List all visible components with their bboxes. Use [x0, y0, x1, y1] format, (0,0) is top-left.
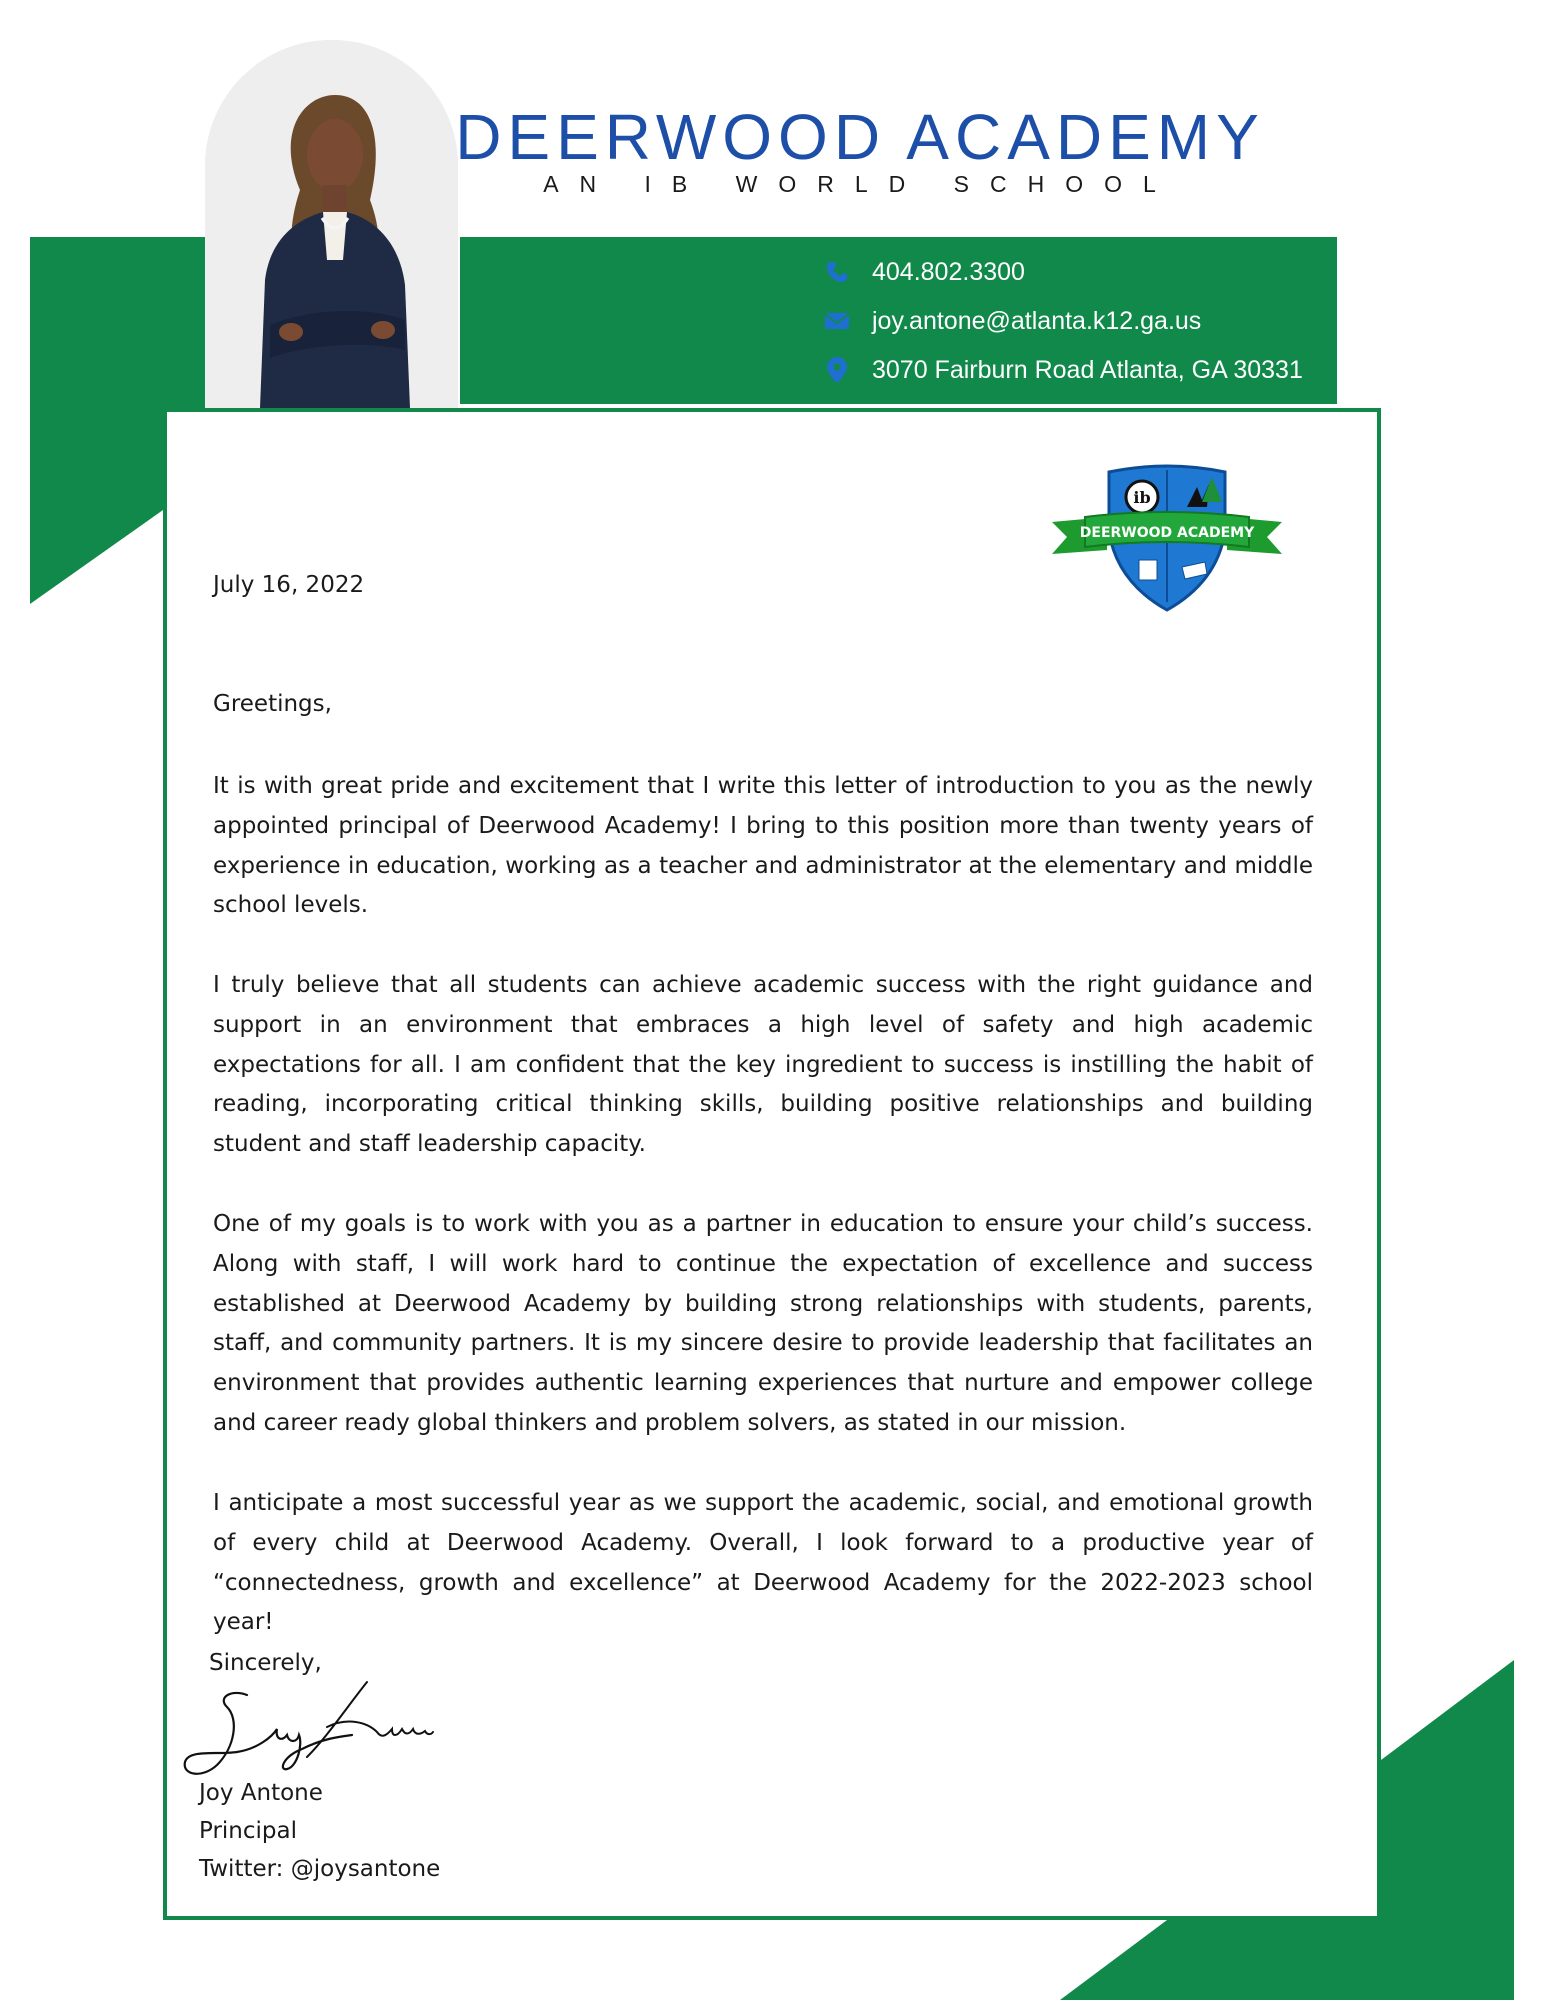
- email-address: joy.antone@atlanta.k12.ga.us: [872, 306, 1202, 335]
- signer-twitter[interactable]: Twitter: @joysantone: [199, 1856, 441, 1882]
- signer-name: Joy Antone: [199, 1780, 323, 1806]
- letter-body: [163, 408, 1381, 1920]
- principal-portrait: [205, 40, 458, 408]
- paragraph-introduction: It is with great pride and excitement that I write this letter of introduction to you as the newly appointed principal of Deerwood Academy! I bring to this position more than twenty years of experience in education, working as a teacher and administrator at the elementary and middle school levels.: [213, 773, 1313, 919]
- svg-text:Joy Antone: Joy Antone: [177, 1677, 183, 1678]
- paragraph-belief: I truly believe that all students can achieve academic success with the right guidance and support in an environment that embraces a high level of safety and high academic expectations for all. I am confident that the key ingredient to success is instilling the habit of reading, incorporating critical thinking skills, building positive relationships and building student and staff leadership capacity.: [213, 972, 1313, 1158]
- contact-email[interactable]: [822, 303, 1201, 339]
- paragraph-goals: One of my goals is to work with you as a partner in education to ensure your child’s success. Along with staff, I will work hard to continue the expectation of excellence and success established at Deerwood Academy by building strong relationships with students, parents, staff, and community partners. It is my sincere desire to provide leadership that facilitates an environment that provides authentic learning experiences that nurture and empower college and career ready global thinkers and problem solvers, as stated in our mission.: [213, 1211, 1313, 1436]
- phone-icon: [822, 257, 852, 287]
- letter-closing: Sincerely,: [209, 1650, 322, 1676]
- letter-greeting: Greetings,: [213, 691, 332, 717]
- handwritten-signature: [177, 1677, 437, 1787]
- portrait-illustration: [205, 40, 458, 408]
- school-name: DEERWOOD ACADEMY: [455, 101, 1265, 173]
- crest-banner-text: DEERWOOD ACADEMY: [1079, 525, 1255, 541]
- signer-title: Principal: [199, 1818, 298, 1844]
- school-crest-logo: [1047, 462, 1287, 612]
- street-address: 3070 Fairburn Road Atlanta, GA 30331: [872, 355, 1303, 384]
- mail-icon: [822, 306, 852, 336]
- letter-date: July 16, 2022: [213, 572, 365, 598]
- ib-badge-text: ib: [1133, 488, 1151, 507]
- phone-number: 404.802.3300: [872, 257, 1025, 286]
- contact-phone[interactable]: [822, 254, 1025, 290]
- paragraph-anticipation: I anticipate a most successful year as we support the academic, social, and emotional growth of every child at Deerwood Academy. Overall, I look forward to a productive year of “connectedness, growth and excellence” at Deerwood Academy for the 2022-2023 school year!: [213, 1490, 1313, 1636]
- contact-address[interactable]: [822, 352, 1303, 388]
- school-subtitle: AN IB WORLD SCHOOL: [543, 171, 1177, 197]
- contact-band: [460, 237, 1337, 404]
- location-pin-icon: [822, 355, 852, 385]
